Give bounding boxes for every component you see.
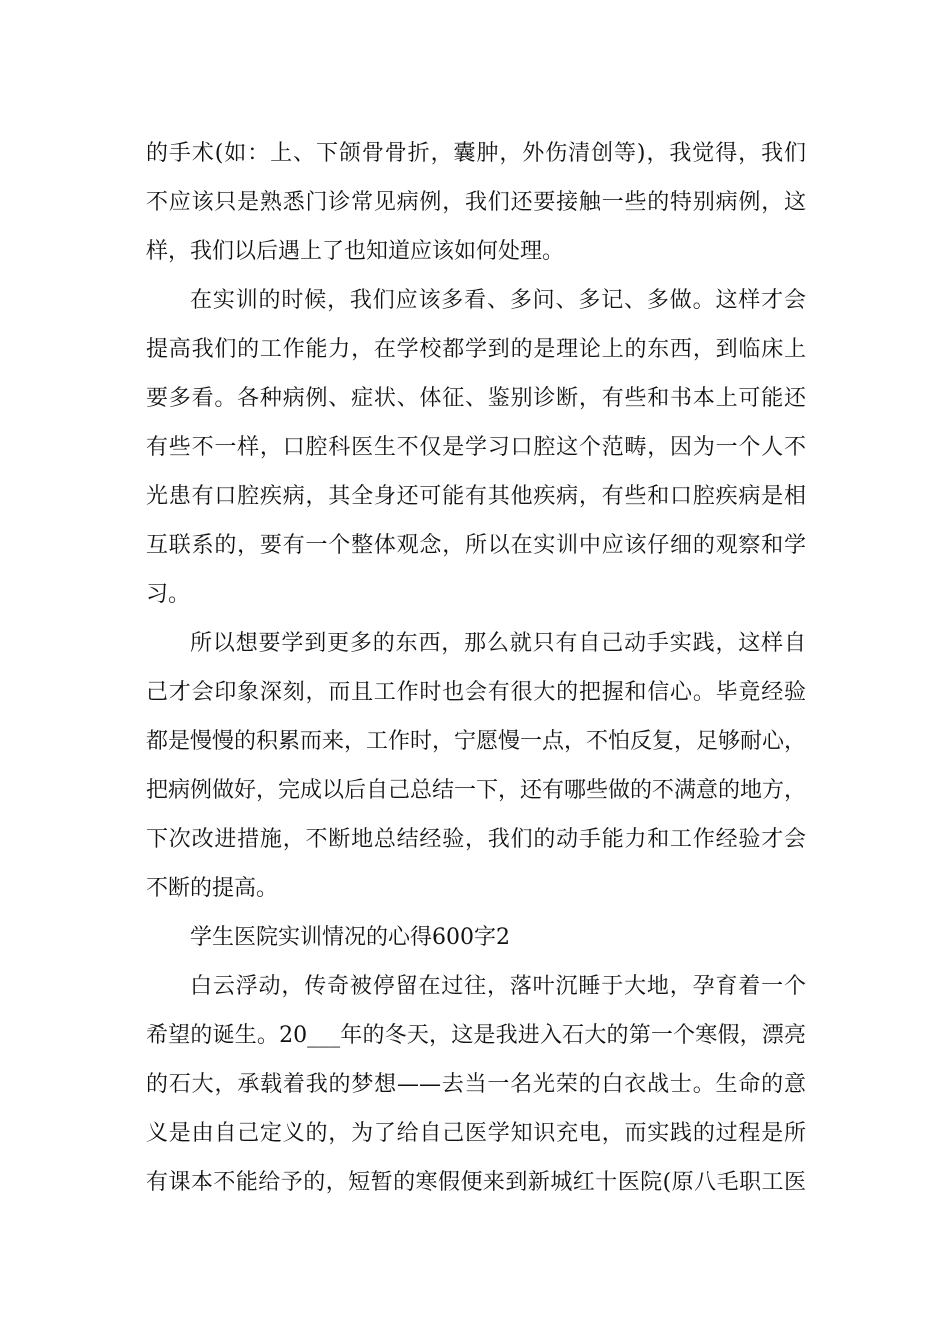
text-line: 都是慢慢的积累而来，工作时，宁愿慢一点，不怕反复，足够耐心，	[146, 729, 807, 754]
text-line: 义是由自己定义的，为了给自己医学知识充电，而实践的过程是所	[146, 1121, 806, 1146]
paragraph	[146, 276, 806, 619]
heading-text: 学生医院实训情况的心得600字2	[190, 925, 510, 950]
text-line: 提高我们的工作能力，在学校都学到的是理论上的东西，到临床上	[146, 337, 806, 362]
text-line: 互联系的，要有一个整体观念，所以在实训中应该仔细的观察和学	[146, 533, 806, 558]
paragraph	[146, 129, 806, 276]
text-line: 的石大，承载着我的梦想——去当一名光荣的白衣战士。生命的意	[146, 1072, 806, 1097]
text-line: 要多看。各种病例、症状、体征、鉴别诊断，有些和书本上可能还	[146, 386, 806, 411]
text-line: 所以想要学到更多的东西，那么就只有自己动手实践，这样自	[190, 631, 806, 656]
paragraph	[146, 962, 806, 1207]
text-line: 白云浮动，传奇被停留在过往，落叶沉睡于大地，孕育着一个	[190, 974, 806, 999]
text-line: 不应该只是熟悉门诊常见病例，我们还要接触一些的特别病例，这	[146, 190, 806, 215]
text-line: 样，我们以后遇上了也知道应该如何处理。	[146, 239, 565, 264]
section-heading	[146, 913, 806, 962]
text-line: 下次改进措施，不断地总结经验，我们的动手能力和工作经验才会	[146, 827, 806, 852]
text-line: 有课本不能给予的，短暂的寒假便来到新城红十医院(原八毛职工医	[146, 1170, 806, 1195]
text-line: 光患有口腔疾病，其全身还可能有其他疾病，有些和口腔疾病是相	[146, 484, 806, 509]
document-body	[146, 129, 806, 1207]
text-line: 的手术(如：上、下颌骨骨折，囊肿，外伤清创等)，我觉得，我们	[146, 141, 806, 166]
text-line: 把病例做好，完成以后自己总结一下，还有哪些做的不满意的地方，	[146, 778, 807, 803]
text-line: 不断的提高。	[146, 876, 279, 901]
text-line: 在实训的时候，我们应该多看、多问、多记、多做。这样才会	[190, 288, 806, 313]
text-line: 有些不一样，口腔科医生不仅是学习口腔这个范畴，因为一个人不	[146, 435, 806, 460]
text-line: 己才会印象深刻，而且工作时也会有很大的把握和信心。毕竟经验	[146, 680, 806, 705]
text-line: 希望的诞生。20___年的冬天，这是我进入石大的第一个寒假，漂亮	[146, 1023, 806, 1048]
text-line: 习。	[146, 582, 191, 607]
paragraph	[146, 619, 806, 913]
